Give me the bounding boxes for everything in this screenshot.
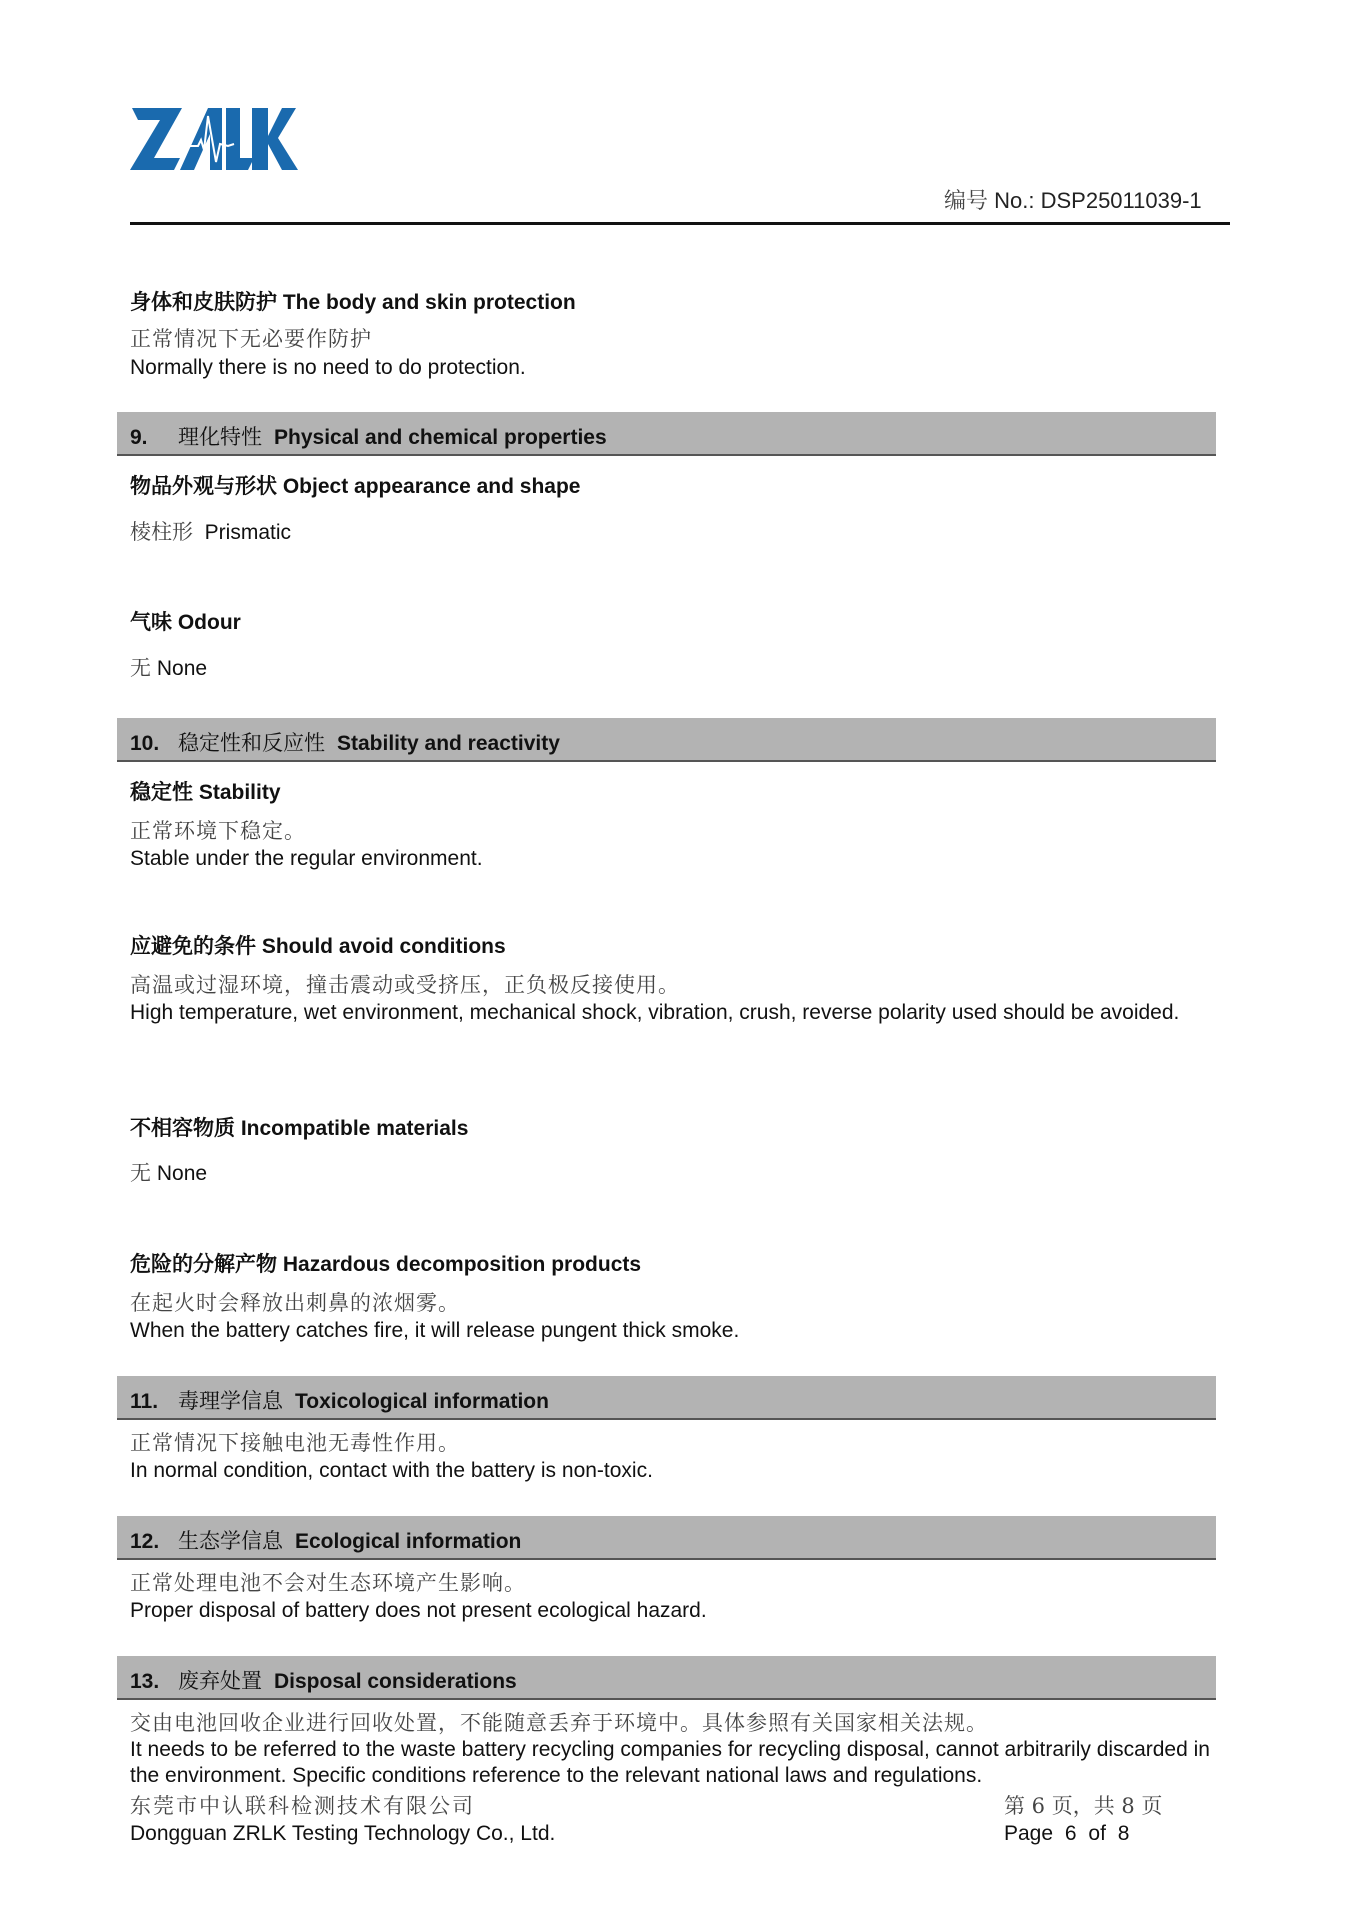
text-cn: 交由电池回收企业进行回收处置，不能随意丢弃于环境中。具体参照有关国家相关法规。	[130, 1711, 988, 1735]
subsection-title: 气味 Odour	[130, 610, 241, 634]
section-header-9: 9. 理化特性 Physical and chemical properties	[117, 412, 1216, 456]
text-cn: 正常情况下接触电池无毒性作用。	[130, 1431, 460, 1455]
subsection-title: 不相容物质 Incompatible materials	[130, 1116, 469, 1140]
value-text: 无 None	[130, 656, 208, 680]
footer-page-en: Page 6 of 8	[1004, 1822, 1130, 1845]
text-cn: 正常情况下无必要作防护	[130, 327, 372, 351]
footer-page-cn: 第 6 页，共 8 页	[1004, 1794, 1163, 1818]
text-en: When the battery catches fire, it will release pungent thick smoke.	[130, 1319, 740, 1342]
document-number: 编号 No.: DSP25011039-1	[944, 188, 1202, 214]
text-cn: 在起火时会释放出刺鼻的浓烟雾。	[130, 1291, 460, 1315]
text-en: Normally there is no need to do protection.	[130, 356, 526, 379]
section-header-10: 10. 稳定性和反应性 Stability and reactivity	[117, 718, 1216, 762]
value-text: 无 None	[130, 1161, 208, 1185]
subsection-title: 危险的分解产物 Hazardous decomposition products	[130, 1252, 642, 1276]
subsection-title: 身体和皮肤防护 The body and skin protection	[130, 290, 576, 314]
company-logo	[130, 106, 298, 172]
subsection-title: 应避免的条件 Should avoid conditions	[130, 934, 506, 958]
footer-company-en: Dongguan ZRLK Testing Technology Co., Ltd.	[130, 1822, 556, 1845]
text-en: In normal condition, contact with the battery is non-toxic.	[130, 1459, 653, 1482]
section-header-12: 12. 生态学信息 Ecological information	[117, 1516, 1216, 1560]
footer-company-cn: 东莞市中认联科检测技术有限公司	[130, 1794, 475, 1818]
value-text: 棱柱形 Prismatic	[130, 520, 292, 544]
section-header-13: 13. 废弃处置 Disposal considerations	[117, 1656, 1216, 1700]
text-en: Stable under the regular environment.	[130, 847, 483, 870]
text-en: High temperature, wet environment, mechanical shock, vibration, crush, reverse polarity used should be avoided.	[130, 1001, 1180, 1024]
subsection-title: 物品外观与形状 Object appearance and shape	[130, 474, 581, 498]
header-divider	[130, 222, 1230, 225]
text-en: It needs to be referred to the waste battery recycling companies for recycling disposal, cannot arbitrarily discarded in the environment. Specific conditions reference to the relevant national laws and regulations.	[130, 1738, 1210, 1787]
subsection-title: 稳定性 Stability	[130, 780, 281, 804]
text-cn: 正常处理电池不会对生态环境产生影响。	[130, 1571, 526, 1595]
text-cn: 正常环境下稳定。	[130, 819, 306, 843]
section-header-11: 11. 毒理学信息 Toxicological information	[117, 1376, 1216, 1420]
text-en: Proper disposal of battery does not present ecological hazard.	[130, 1599, 707, 1622]
text-cn: 高温或过湿环境，撞击震动或受挤压，正负极反接使用。	[130, 973, 680, 997]
